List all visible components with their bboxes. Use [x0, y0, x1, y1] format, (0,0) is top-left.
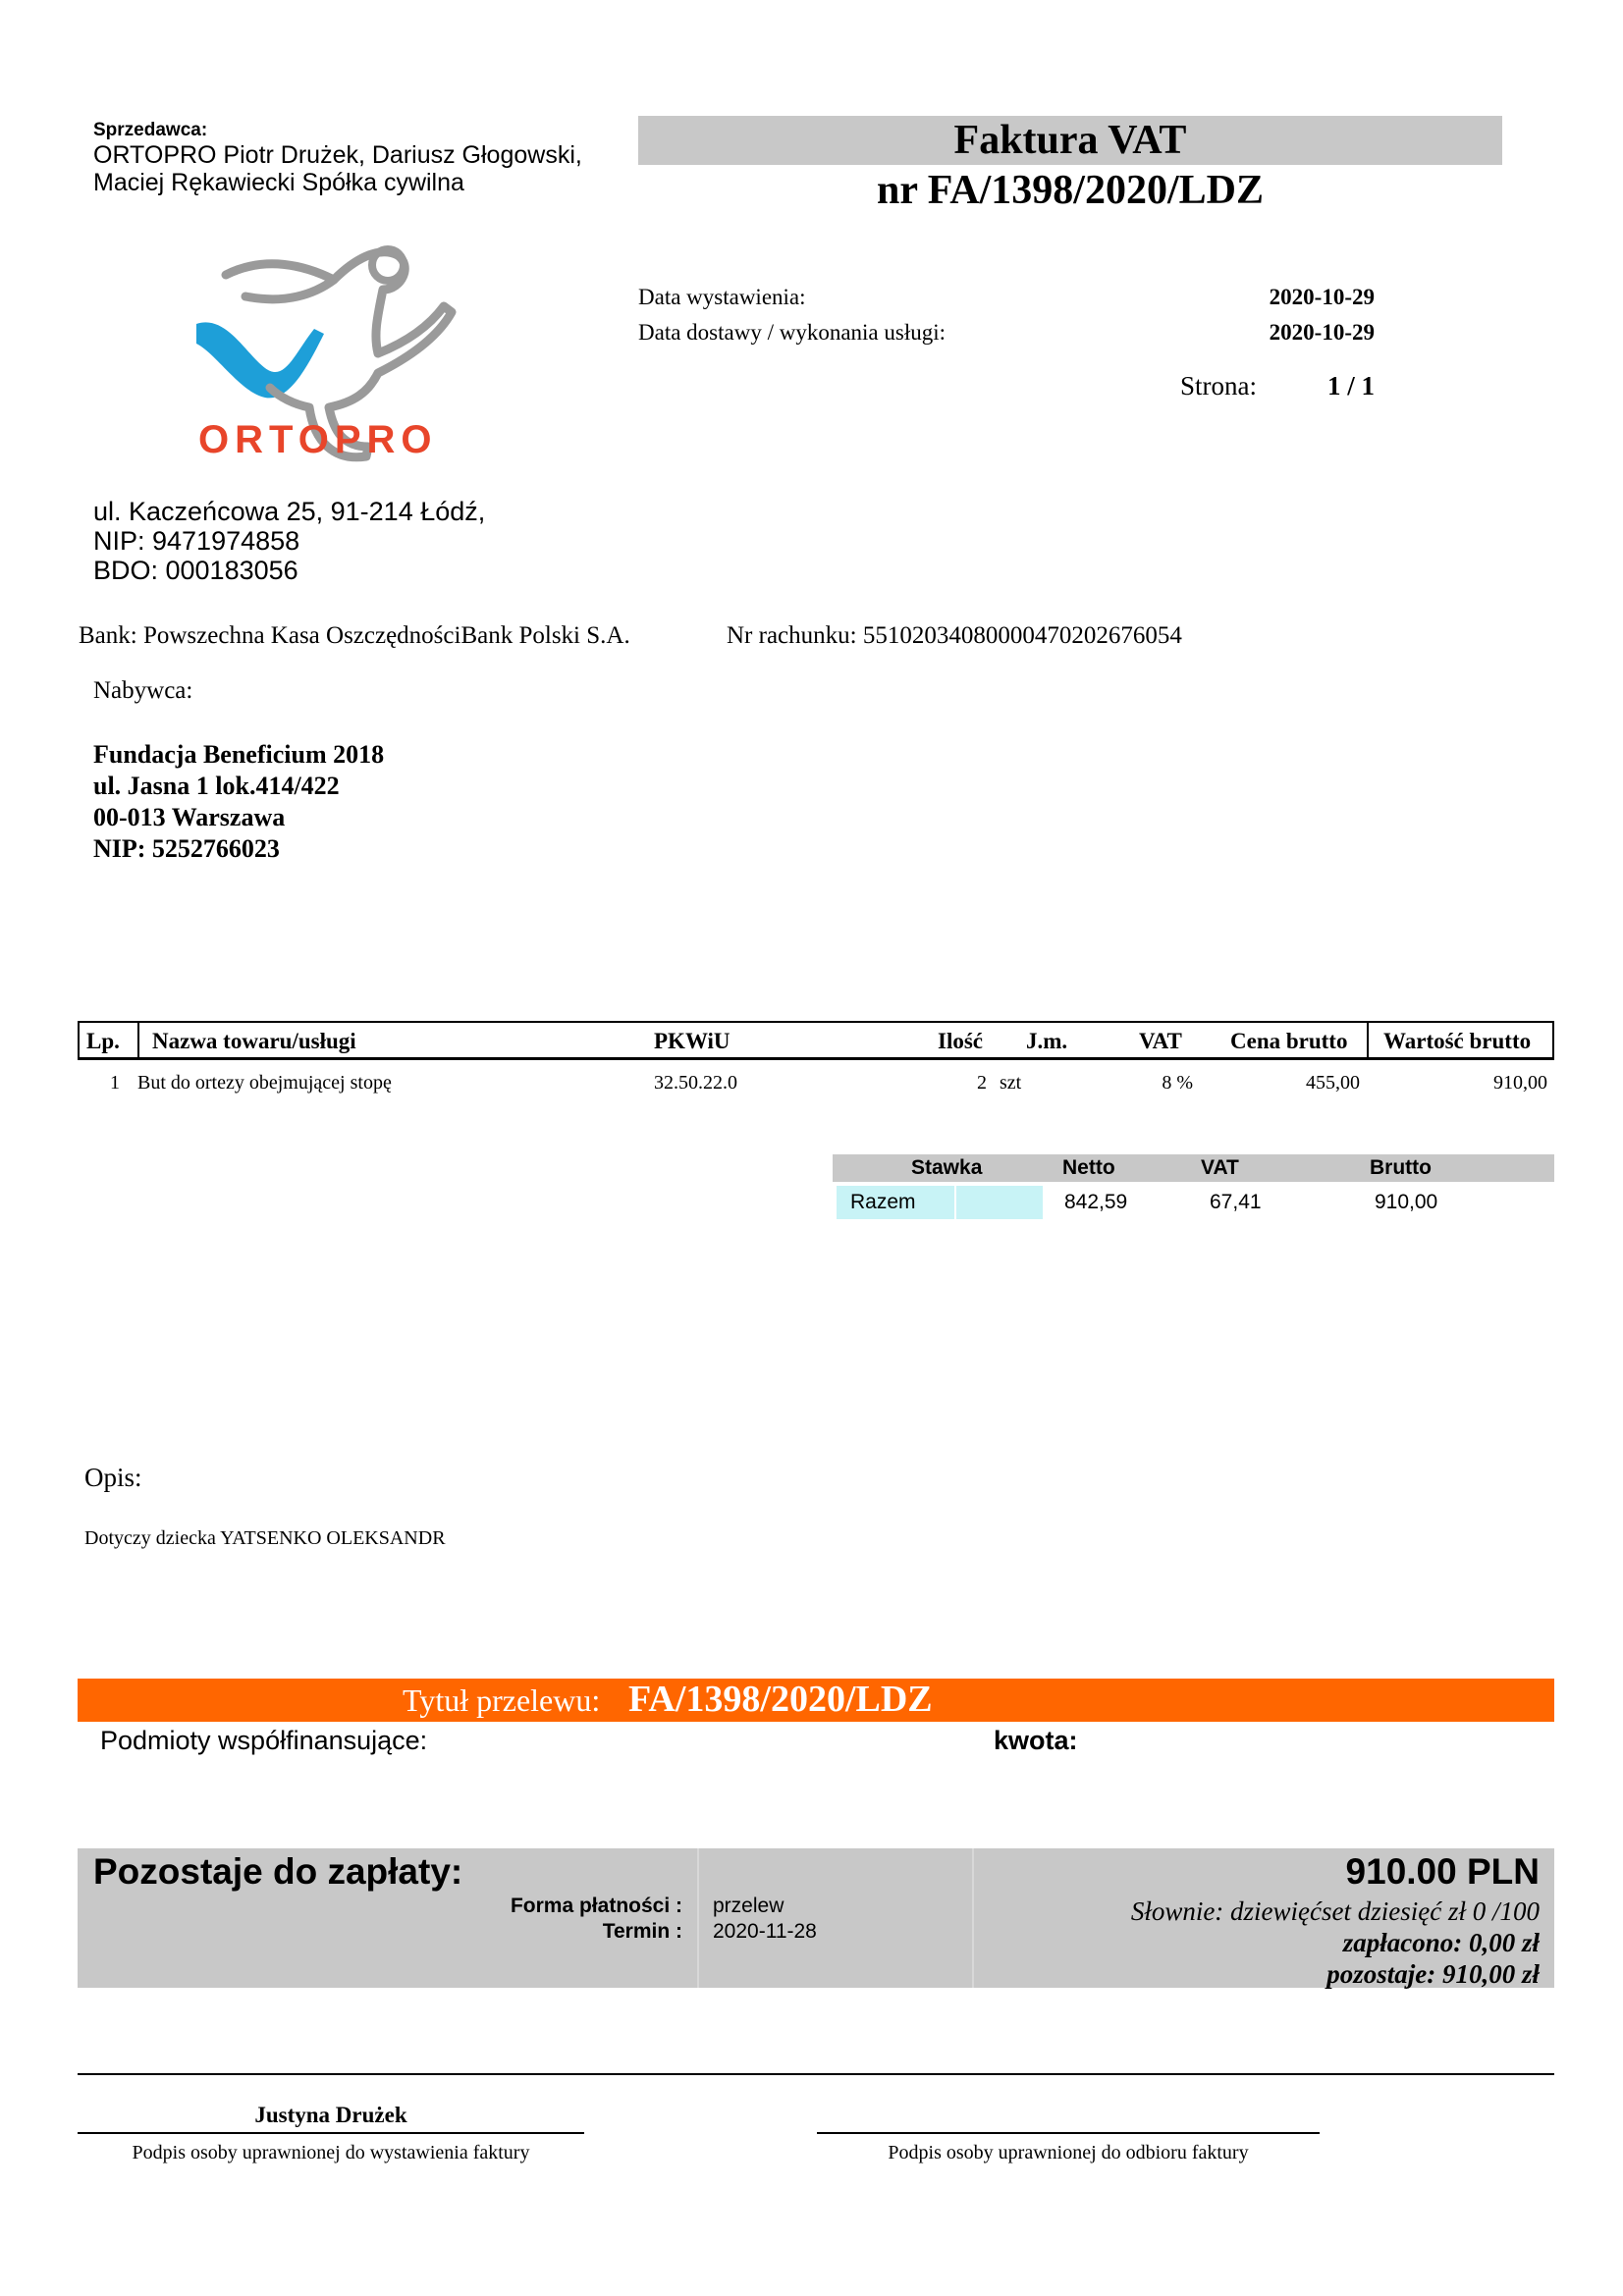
payment-divider [972, 1848, 974, 1988]
logo-wordmark: ORTOPRO [198, 418, 438, 461]
amount-due-total: 910.00 PLN [1345, 1851, 1540, 1892]
invoice-title: Faktura VAT [953, 118, 1187, 163]
buyer-city: 00-013 Warszawa [93, 803, 286, 831]
issue-date-value: 2020-10-29 [1269, 285, 1375, 309]
description-heading: Opis: [84, 1463, 142, 1492]
issuer-name: Justyna Drużek [254, 2103, 407, 2127]
col-header-unit: J.m. [1026, 1029, 1068, 1053]
page-value: 1 / 1 [1326, 371, 1375, 400]
delivery-date-value: 2020-10-29 [1269, 320, 1375, 345]
payment-method-value: przelew [713, 1895, 784, 1917]
amount-in-words: Słownie: dziewięćset dziesięć zł 0 /100 [1130, 1896, 1540, 1926]
buyer-name: Fundacja Beneficium 2018 [93, 740, 385, 769]
bank-account: Nr rachunku: 55102034080000470202676054 [727, 622, 1182, 649]
payment-divider [697, 1848, 699, 1988]
vat-summary-total-label: Razem [850, 1191, 916, 1213]
invoice-number: nr FA/1398/2020/LDZ [877, 168, 1264, 213]
amount-label: kwota: [994, 1726, 1078, 1755]
col-header-vat: VAT [1139, 1029, 1182, 1053]
col-header-value: Wartość brutto [1383, 1029, 1532, 1053]
row-price: 455,00 [1306, 1072, 1360, 1094]
amount-due-title: Pozostaje do zapłaty: [93, 1851, 463, 1892]
issuer-signature-caption: Podpis osoby uprawnionej do wystawienia faktury [132, 2142, 530, 2163]
vat-summary-gross-header: Brutto [1370, 1156, 1432, 1179]
cofinancing-label: Podmioty współfinansujące: [100, 1726, 428, 1755]
col-header-price: Cena brutto [1230, 1029, 1348, 1053]
buyer-nip: NIP: 5252766023 [93, 834, 280, 863]
receiver-signature-line [817, 2132, 1320, 2134]
page-label: Strona: [1180, 371, 1257, 400]
cell-divider [954, 1186, 956, 1219]
delivery-date-label: Data dostawy / wykonania usługi: [638, 320, 947, 345]
issuer-signature-line [78, 2132, 584, 2134]
amount-paid: zapłacono: 0,00 zł [1342, 1928, 1540, 1957]
seller-name-line2: Maciej Rękawiecki Spółka cywilna [93, 169, 464, 196]
vat-summary-rate-header: Stawka [911, 1156, 983, 1179]
row-vat: 8 % [1162, 1072, 1193, 1094]
vat-summary-total-vat: 67,41 [1210, 1191, 1262, 1213]
company-logo [187, 236, 501, 471]
row-qty: 2 [977, 1072, 987, 1094]
column-divider [137, 1021, 139, 1060]
col-header-name: Nazwa towaru/usługi [152, 1029, 356, 1053]
issue-date-label: Data wystawienia: [638, 285, 806, 309]
row-lp: 1 [110, 1072, 120, 1094]
description-text: Dotyczy dziecka YATSENKO OLEKSANDR [84, 1527, 446, 1549]
payment-method-label: Forma płatności : [510, 1895, 682, 1917]
vat-summary-total-gross: 910,00 [1375, 1191, 1438, 1213]
row-name: But do ortezy obejmującej stopę [137, 1072, 392, 1094]
seller-nip: NIP: 9471974858 [93, 526, 300, 556]
buyer-street: ul. Jasna 1 lok.414/422 [93, 772, 340, 800]
vat-summary-net-header: Netto [1062, 1156, 1115, 1179]
signature-separator [78, 2073, 1554, 2075]
vat-summary-vat-header: VAT [1201, 1156, 1239, 1179]
seller-address: ul. Kaczeńcowa 25, 91-214 Łódź, [93, 497, 486, 526]
column-divider [1367, 1021, 1369, 1060]
seller-name-line1: ORTOPRO Piotr Drużek, Dariusz Głogowski, [93, 141, 582, 169]
col-header-pkwiu: PKWiU [654, 1029, 730, 1053]
row-unit: szt [1000, 1072, 1022, 1094]
transfer-title-value: FA/1398/2020/LDZ [628, 1679, 933, 1720]
buyer-heading: Nabywca: [93, 677, 193, 704]
bank-name: Bank: Powszechna Kasa OszczędnościBank Polski S.A. [79, 622, 630, 649]
seller-heading: Sprzedawca: [93, 120, 208, 140]
due-date-label: Termin : [602, 1920, 682, 1943]
col-header-qty: Ilość [938, 1029, 983, 1053]
col-header-lp: Lp. [86, 1029, 120, 1053]
receiver-signature-caption: Podpis osoby uprawnionej do odbioru faktury [888, 2142, 1249, 2163]
row-value: 910,00 [1493, 1072, 1547, 1094]
transfer-title-label: Tytuł przelewu: [403, 1682, 601, 1718]
vat-summary-total-net: 842,59 [1064, 1191, 1128, 1213]
seller-bdo: BDO: 000183056 [93, 556, 298, 585]
amount-remaining: pozostaje: 910,00 zł [1326, 1959, 1540, 1989]
row-pkwiu: 32.50.22.0 [654, 1072, 737, 1094]
due-date-value: 2020-11-28 [713, 1920, 817, 1943]
